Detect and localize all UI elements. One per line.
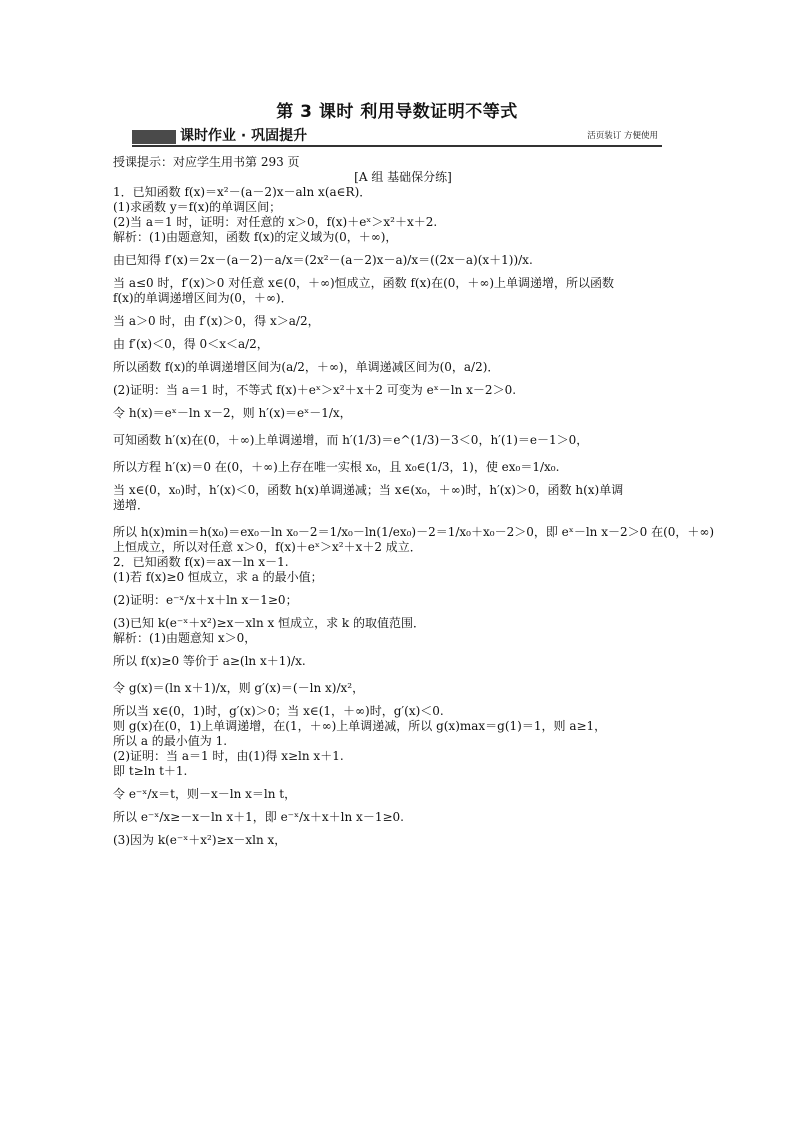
solution-line: 令 g(x)＝(ln x＋1)/x，则 g′(x)＝(－ln x)/x²，	[113, 681, 365, 695]
solution-line: 解析：(1)由题意知 x＞0，	[113, 631, 257, 645]
solution-line: 由已知得 f′(x)＝2x－(a－2)－a/x＝(2x²－(a－2)x－a)/x＝((2x－a)(x＋1))/x.	[113, 253, 533, 267]
solution-line: 上恒成立，所以对任意 x＞0，f(x)＋eˣ＞x²＋x＋2 成立．	[113, 540, 422, 554]
solution-line: 递增．	[113, 498, 150, 512]
solution-line: 当 a＞0 时，由 f′(x)＞0，得 x＞a/2，	[113, 314, 320, 328]
section-banner	[132, 128, 662, 146]
solution-line: 即 t≥ln t＋1.	[113, 764, 188, 778]
problem-2-part-3: (3)已知 k(e⁻ˣ＋x²)≥x－xln x 恒成立，求 k 的取值范围．	[113, 616, 426, 630]
solution-line: 则 g(x)在(0，1)上单调递增，在(1，＋∞)上单调递减，所以 g(x)max＝g(1)＝1，则 a≥1，	[113, 719, 607, 733]
solution-line: 所以当 x∈(0，1)时，g′(x)＞0；当 x∈(1，＋∞)时，g′(x)＜0.	[113, 704, 444, 718]
solution-line: 令 e⁻ˣ/x＝t，则－x－ln x＝ln t，	[113, 787, 297, 801]
solution-line: 所以 e⁻ˣ/x≥－x－ln x＋1，即 e⁻ˣ/x＋x＋ln x－1≥0.	[113, 810, 404, 824]
document-body	[113, 155, 715, 848]
solution-line: 令 h(x)＝eˣ－ln x－2，则 h′(x)＝eˣ－1/x，	[113, 406, 352, 420]
banner-rule	[132, 145, 662, 147]
solution-line: (3)因为 k(e⁻ˣ＋x²)≥x－xln x，	[113, 833, 287, 847]
banner-heading: 课时作业 · 巩固提升	[180, 128, 308, 144]
solution-line: 解析：(1)由题意知，函数 f(x)的定义域为(0，＋∞)，	[113, 230, 398, 244]
banner-block	[132, 130, 176, 144]
solution-line: 当 a≤0 时，f′(x)＞0 对任意 x∈(0，＋∞)恒成立，函数 f(x)在(0，＋∞)上单调递增，所以函数	[113, 276, 615, 290]
solution-line: 所以方程 h′(x)＝0 在(0，＋∞)上存在唯一实根 x₀，且 x₀∈(1/3，1)，使 ex₀＝1/x₀.	[113, 460, 560, 474]
problem-1-part-2: (2)当 a＝1 时，证明：对任意的 x＞0，f(x)＋eˣ＞x²＋x＋2.	[113, 215, 438, 229]
solution-line: 所以 a 的最小值为 1.	[113, 734, 228, 748]
solution-line: 所以 h(x)min＝h(x₀)＝ex₀－ln x₀－2＝1/x₀－ln(1/ex₀)－2＝1/x₀＋x₀－2＞0，即 eˣ－ln x－2＞0 在(0，＋∞)	[113, 525, 715, 539]
solution-line: 当 x∈(0，x₀)时，h′(x)＜0，函数 h(x)单调递减；当 x∈(x₀，＋∞)时，h′(x)＞0，函数 h(x)单调	[113, 483, 624, 497]
solution-line: 所以 f(x)≥0 等价于 a≥(ln x＋1)/x.	[113, 654, 306, 668]
solution-line: (2)证明：当 a＝1 时，不等式 f(x)＋eˣ＞x²＋x＋2 可变为 eˣ－ln x－2＞0.	[113, 383, 517, 397]
section-label: [A 组 基础保分练]	[354, 170, 452, 184]
solution-line: 所以函数 f(x)的单调递增区间为(a/2，＋∞)，单调递减区间为(0，a/2)．	[113, 360, 500, 374]
page-title: 第 3 课时 利用导数证明不等式	[276, 102, 518, 122]
textbook-reference: 授课提示：对应学生用书第 293 页	[113, 155, 300, 169]
solution-line: f(x)的单调递增区间为(0，＋∞)．	[113, 291, 293, 305]
solution-line: 由 f′(x)＜0，得 0＜x＜a/2，	[113, 337, 269, 351]
problem-2-part-1: (1)若 f(x)≥0 恒成立，求 a 的最小值；	[113, 570, 323, 584]
problem-2-statement: 2．已知函数 f(x)＝ax－ln x－1.	[113, 555, 289, 569]
solution-line: (2)证明：当 a＝1 时，由(1)得 x≥ln x＋1.	[113, 749, 344, 763]
problem-1-statement: 1．已知函数 f(x)＝x²－(a－2)x－aln x(a∈R)．	[113, 185, 372, 199]
problem-1-part-1: (1)求函数 y＝f(x)的单调区间；	[113, 200, 282, 214]
problem-2-part-2: (2)证明：e⁻ˣ/x＋x＋ln x－1≥0；	[113, 593, 298, 607]
solution-line: 可知函数 h′(x)在(0，＋∞)上单调递增，而 h′(1/3)＝e^(1/3)－3＜0，h′(1)＝e－1＞0，	[113, 433, 589, 447]
banner-note: 活页装订 方便使用	[587, 131, 658, 141]
